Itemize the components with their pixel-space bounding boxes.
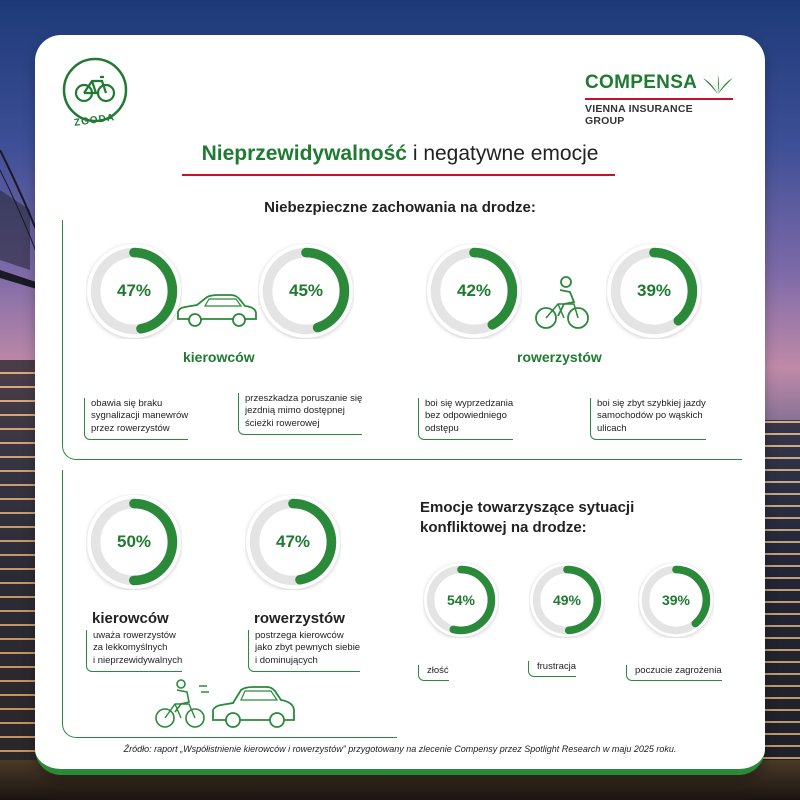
cyclists-label: rowerzystów <box>254 610 345 627</box>
background-city-right <box>760 420 800 800</box>
stat-ring <box>258 243 354 339</box>
stat-ring <box>638 562 714 638</box>
drivers-label: kierowców <box>92 610 169 627</box>
background-city-left <box>0 360 40 800</box>
title-highlight: Nieprzewidywalność <box>201 142 407 165</box>
stat-description: uważa rowerzystów za lekkomyślnych i nieprzewidywalnych <box>86 630 182 672</box>
stat-percent: 47% <box>116 281 152 300</box>
stat-percent: 39% <box>661 592 691 608</box>
stat-percent: 39% <box>636 281 672 300</box>
car-cyclist-icon <box>155 678 297 730</box>
source-footer: Źródło: raport „Współistnienie kierowców i rowerzystów” przygotowany na zlecenie Compensy przez Spotlight Research w maju 2025 roku. <box>123 744 677 754</box>
cyclist-icon <box>534 274 590 332</box>
stat-ring <box>86 494 182 590</box>
section3-title: Emocje towarzyszące sytuacji konfliktowej na drodze: <box>420 499 635 537</box>
stat-percent: 50% <box>116 532 152 551</box>
stat-ring <box>606 243 702 339</box>
stat-percent: 42% <box>456 281 492 300</box>
stat-ring <box>529 562 605 638</box>
logo-divider <box>585 98 733 100</box>
logo-subtitle: VIENNA INSURANCE GROUP <box>585 103 693 127</box>
cyclists-label: rowerzystów <box>517 349 602 365</box>
logo-name: COMPENSA <box>585 72 698 93</box>
title-underline <box>182 174 615 176</box>
stat-ring <box>86 243 182 339</box>
page-title <box>0 142 800 166</box>
emotion-label: frustracja <box>528 661 576 677</box>
stat-percent: 49% <box>552 592 582 608</box>
stat-ring <box>245 494 341 590</box>
stat-description: postrzega kierowców jako zbyt pewnych siebie i dominujących <box>248 630 360 672</box>
emotion-label: poczucie zagrożenia <box>626 665 722 681</box>
stat-description: boi się wyprzedzania bez odpowiedniego odstępu <box>418 398 513 440</box>
section1-title: Niebezpieczne zachowania na drodze: <box>264 199 536 216</box>
stat-ring <box>423 562 499 638</box>
title-rest: i negatywne emocje <box>412 142 599 165</box>
emotion-label: złość <box>418 665 449 681</box>
stat-description: przeszkadza poruszanie się jezdnią mimo dostępnej ścieżki rowerowej <box>238 393 362 435</box>
compensa-leaf-icon <box>701 74 735 94</box>
stat-description: boi się zbyt szybkiej jazdy samochodów po wąskich ulicach <box>590 398 706 440</box>
stat-description: obawia się braku sygnalizacji manewrów przez rowerzystów <box>84 398 188 440</box>
stat-ring <box>426 243 522 339</box>
car-icon <box>175 293 259 329</box>
bicycle-icon <box>76 77 114 101</box>
stat-percent: 54% <box>446 592 476 608</box>
compensa-logo <box>585 72 735 127</box>
zgoda-label: ZGODA <box>73 112 116 129</box>
stat-percent: 45% <box>288 281 324 300</box>
stat-percent: 47% <box>275 532 311 551</box>
drivers-label: kierowców <box>183 349 255 365</box>
